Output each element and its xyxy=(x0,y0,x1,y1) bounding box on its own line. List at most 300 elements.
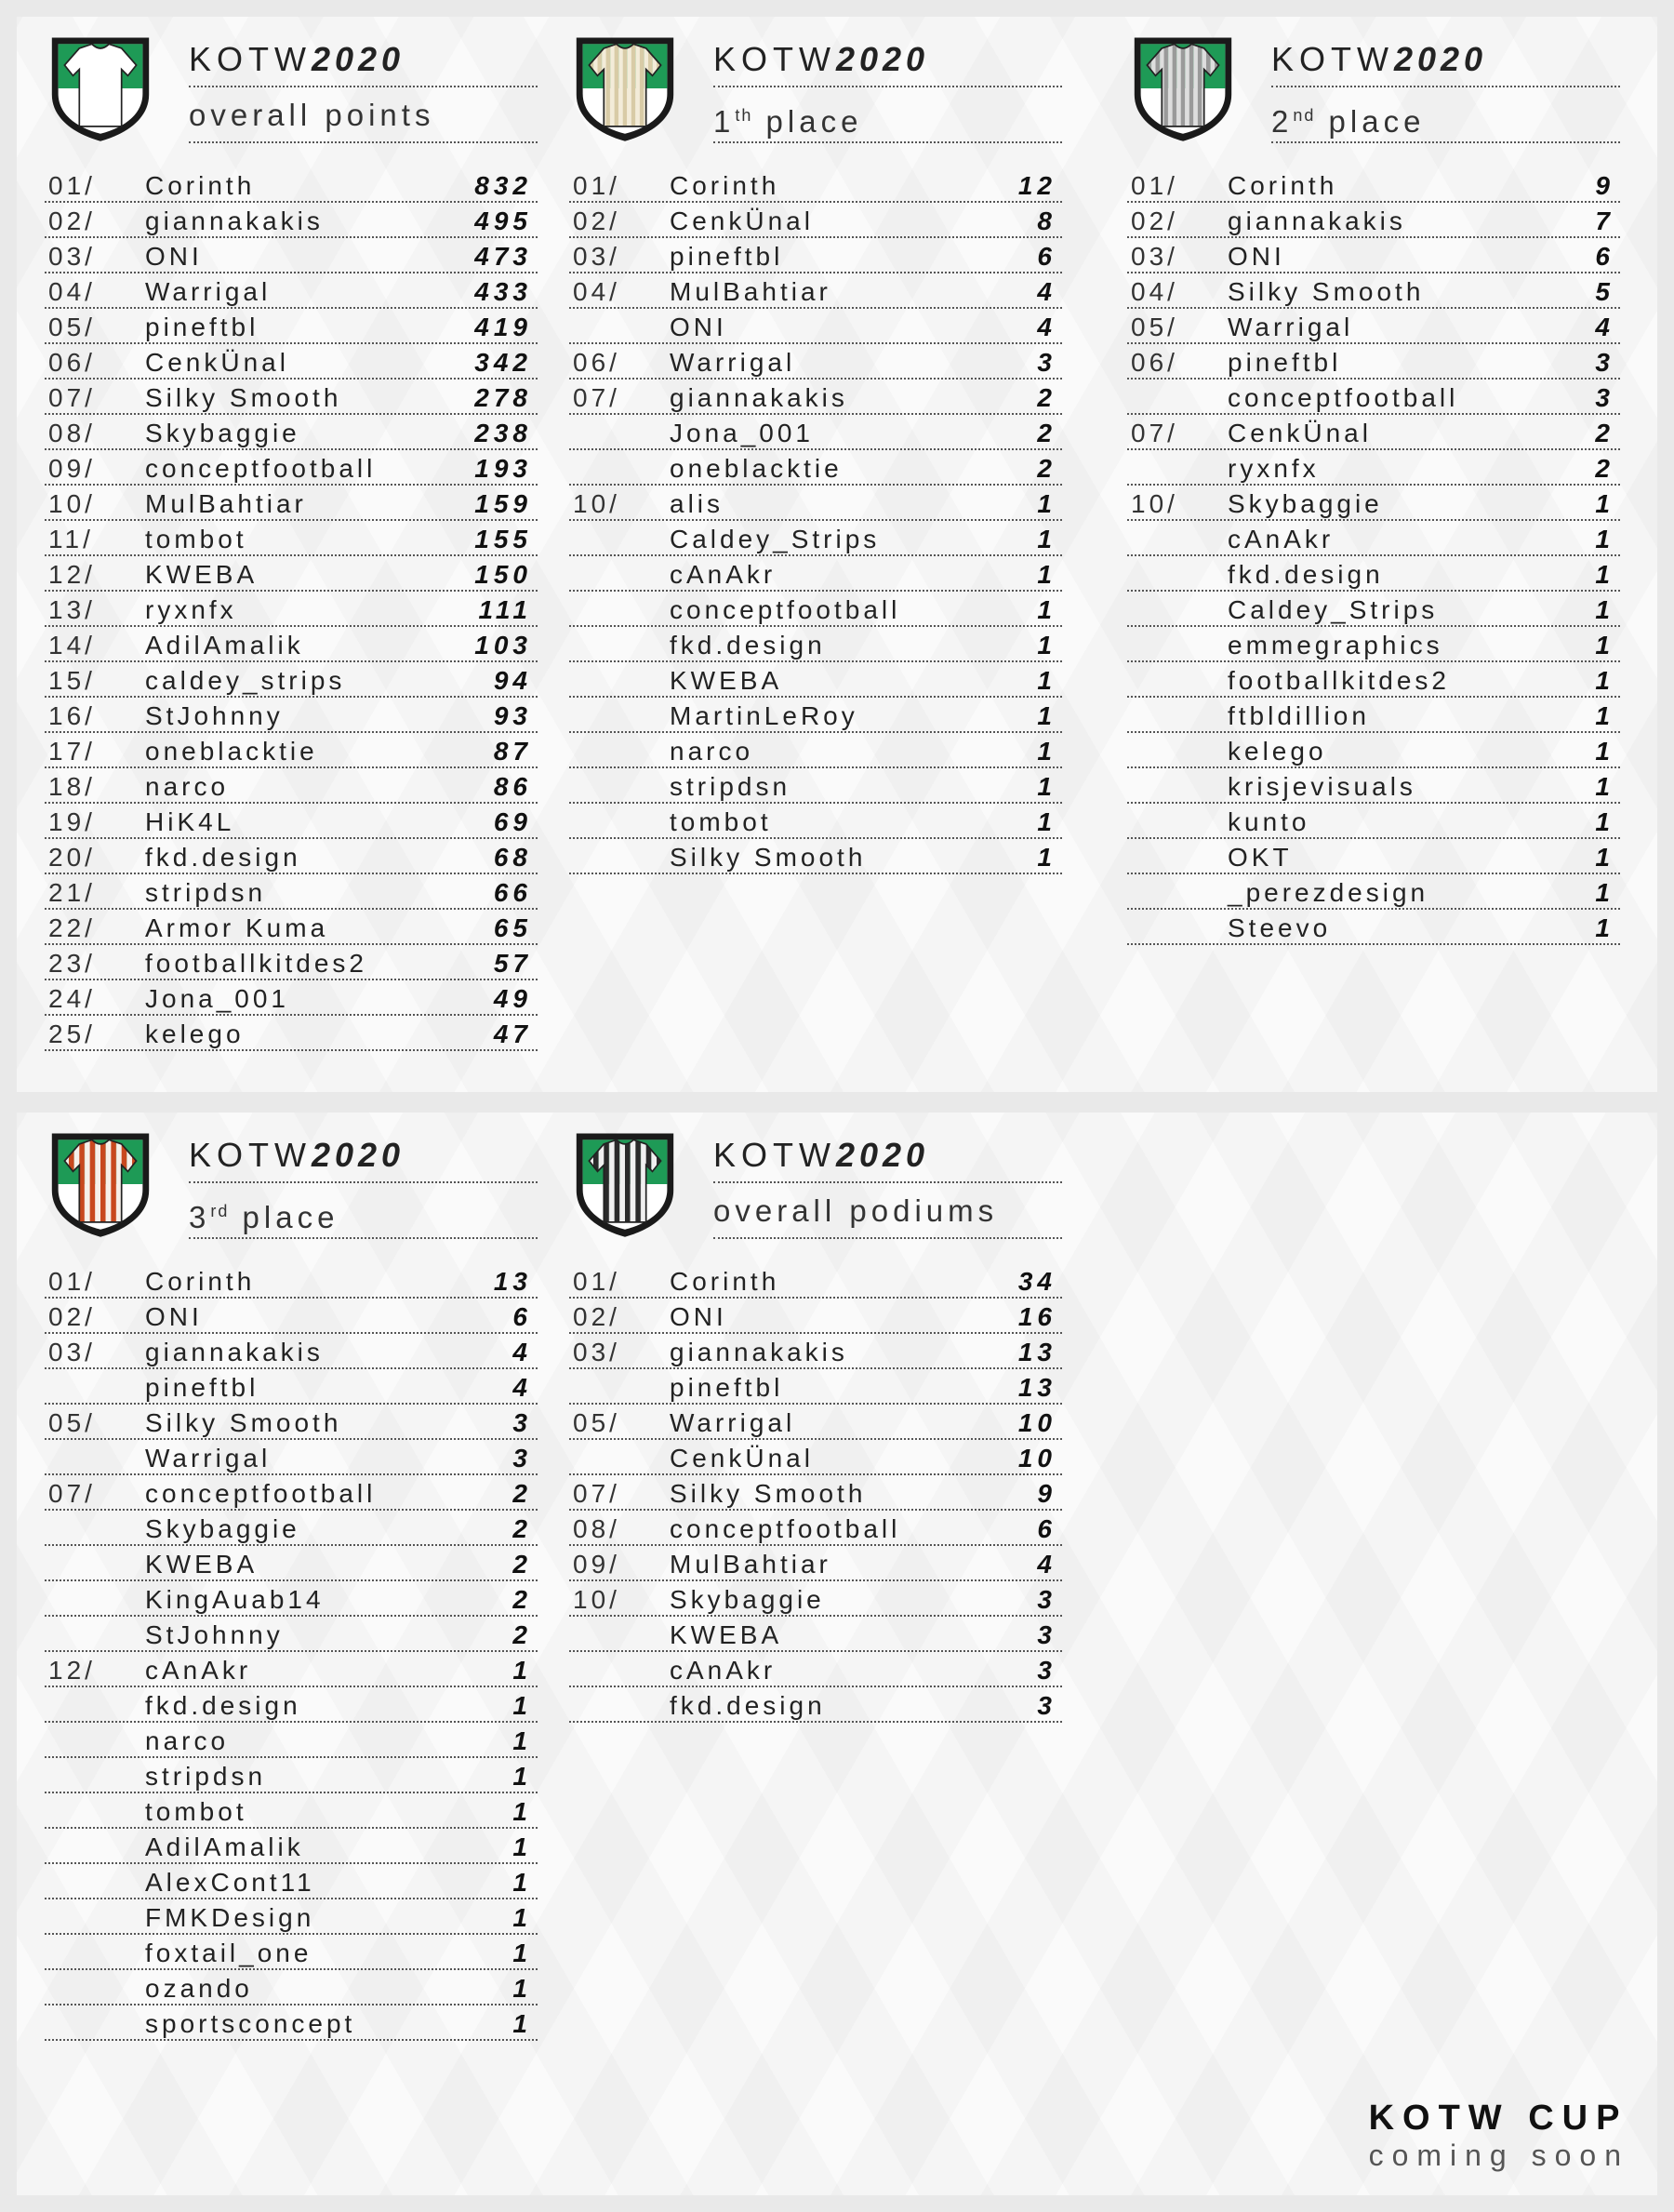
row-value: 3 xyxy=(1037,348,1056,377)
row-value: 1 xyxy=(512,1656,532,1685)
table-row xyxy=(569,556,1062,592)
table-row xyxy=(569,804,1062,839)
table-row xyxy=(569,380,1062,415)
row-rank: 22/ xyxy=(48,913,96,942)
row-name: cAnAkr xyxy=(670,560,777,589)
row-rank: 02/ xyxy=(48,207,96,235)
table-row xyxy=(569,486,1062,521)
table-row xyxy=(45,1758,538,1793)
table-row xyxy=(569,238,1062,273)
row-name: FMKDesign xyxy=(145,1903,315,1932)
row-value: 419 xyxy=(474,313,532,341)
subtitle-ordinal: nd xyxy=(1293,106,1316,125)
table-row xyxy=(45,521,538,556)
row-name: conceptfootball xyxy=(670,1514,901,1543)
table-row xyxy=(569,273,1062,309)
row-rank: 10/ xyxy=(573,1585,620,1614)
row-name: KWEBA xyxy=(670,1620,783,1649)
row-value: 103 xyxy=(474,631,532,660)
row-value: 3 xyxy=(1037,1656,1056,1685)
table-row xyxy=(569,1652,1062,1687)
row-rank: 04/ xyxy=(48,277,96,306)
row-name: conceptfootball xyxy=(145,454,377,483)
kotw-title xyxy=(713,1129,1062,1183)
table-row xyxy=(45,309,538,344)
row-rank: 20/ xyxy=(48,843,96,872)
row-rank: 21/ xyxy=(48,878,96,907)
table-header xyxy=(1127,17,1620,156)
table-row xyxy=(45,1369,538,1405)
row-rank: 05/ xyxy=(573,1408,620,1437)
row-value: 13 xyxy=(493,1267,532,1296)
row-name: Skybaggie xyxy=(145,419,300,447)
row-name: Silky Smooth xyxy=(670,1479,867,1508)
row-name: KingAuab14 xyxy=(145,1585,325,1614)
table-row xyxy=(1127,556,1620,592)
row-name: Warrigal xyxy=(670,348,796,377)
table-row xyxy=(45,2005,538,2041)
row-name: MulBahtiar xyxy=(670,1550,831,1579)
row-value: 1 xyxy=(1595,489,1614,518)
table-row xyxy=(45,1935,538,1970)
row-name: cAnAkr xyxy=(670,1656,777,1685)
table-row xyxy=(1127,415,1620,450)
ranking-rows xyxy=(569,167,1062,874)
table-header xyxy=(45,1113,538,1252)
row-value: 6 xyxy=(512,1302,532,1331)
row-rank: 16/ xyxy=(48,701,96,730)
row-name: MartinLeRoy xyxy=(670,701,858,730)
ranking-rows xyxy=(1127,167,1620,945)
subtitle-text: overall podiums xyxy=(713,1193,999,1228)
table-row xyxy=(569,1475,1062,1511)
table-row xyxy=(45,662,538,698)
row-name: conceptfootball xyxy=(670,595,901,624)
subtitle-text: place xyxy=(752,104,863,139)
row-name: _perezdesign xyxy=(1228,878,1429,907)
row-name: oneblacktie xyxy=(145,737,318,766)
row-name: KWEBA xyxy=(145,560,259,589)
table-row xyxy=(569,415,1062,450)
table-row xyxy=(569,1440,1062,1475)
subtitle-number: 3 xyxy=(189,1200,211,1234)
table-row xyxy=(569,1299,1062,1334)
row-value: 1 xyxy=(1595,878,1614,907)
row-name: fkd.design xyxy=(670,631,826,660)
row-value: 4 xyxy=(1037,277,1056,306)
row-name: MulBahtiar xyxy=(145,489,307,518)
row-name: AdilAmalik xyxy=(145,1832,304,1861)
table-row xyxy=(45,167,538,203)
table-row xyxy=(45,733,538,768)
row-name: stripdsn xyxy=(145,878,267,907)
row-name: Warrigal xyxy=(145,1444,272,1472)
table-row xyxy=(45,1299,538,1334)
row-name: CenkÜnal xyxy=(145,348,289,377)
overall-points-table xyxy=(45,17,538,1051)
row-rank: 25/ xyxy=(48,1019,96,1048)
row-rank: 19/ xyxy=(48,807,96,836)
row-name: Corinth xyxy=(670,171,780,200)
row-name: Armor Kuma xyxy=(145,913,329,942)
row-value: 69 xyxy=(493,807,532,836)
row-value: 2 xyxy=(512,1620,532,1649)
table-row xyxy=(45,804,538,839)
kotw-title xyxy=(189,1129,538,1183)
row-value: 2 xyxy=(1037,454,1056,483)
row-name: caldey_strips xyxy=(145,666,346,695)
row-name: ONI xyxy=(1228,242,1285,271)
table-subtitle xyxy=(713,1185,1062,1239)
table-row xyxy=(45,203,538,238)
row-value: 111 xyxy=(478,595,532,624)
table-row xyxy=(45,415,538,450)
table-row xyxy=(45,273,538,309)
row-value: 1 xyxy=(512,1974,532,2003)
row-value: 5 xyxy=(1595,277,1614,306)
title-prefix: KOTW xyxy=(189,40,312,78)
table-row xyxy=(45,556,538,592)
row-value: 68 xyxy=(493,843,532,872)
table-row xyxy=(569,167,1062,203)
title-prefix: KOTW xyxy=(189,1136,312,1174)
table-row xyxy=(45,1475,538,1511)
row-name: fkd.design xyxy=(145,1691,301,1720)
row-rank: 07/ xyxy=(573,383,620,412)
row-name: Warrigal xyxy=(670,1408,796,1437)
row-value: 1 xyxy=(1595,560,1614,589)
row-name: ONI xyxy=(670,1302,727,1331)
title-prefix: KOTW xyxy=(1271,40,1394,78)
row-name: pineftbl xyxy=(145,313,259,341)
footer-brand xyxy=(1369,2099,1629,2173)
kotw-title xyxy=(1271,33,1620,87)
row-value: 9 xyxy=(1595,171,1614,200)
table-row xyxy=(569,698,1062,733)
table-row xyxy=(45,592,538,627)
row-rank: 03/ xyxy=(48,1338,96,1366)
table-row xyxy=(45,1581,538,1617)
table-row xyxy=(569,344,1062,380)
row-rank: 02/ xyxy=(1131,207,1178,235)
row-value: 10 xyxy=(1017,1444,1056,1472)
row-rank: 17/ xyxy=(48,737,96,766)
table-row xyxy=(45,1687,538,1723)
table-row xyxy=(1127,238,1620,273)
row-value: 1 xyxy=(512,1762,532,1791)
table-row xyxy=(569,662,1062,698)
row-value: 1 xyxy=(1037,525,1056,553)
row-value: 7 xyxy=(1595,207,1614,235)
row-rank: 10/ xyxy=(1131,489,1178,518)
row-name: giannakakis xyxy=(670,383,848,412)
row-value: 1 xyxy=(1037,843,1056,872)
row-rank: 02/ xyxy=(573,207,620,235)
row-name: cAnAkr xyxy=(1228,525,1335,553)
row-rank: 01/ xyxy=(1131,171,1178,200)
table-row xyxy=(45,1546,538,1581)
row-rank: 07/ xyxy=(48,383,96,412)
ranking-rows xyxy=(569,1263,1062,1723)
table-row xyxy=(569,1546,1062,1581)
row-name: cAnAkr xyxy=(145,1656,252,1685)
table-row xyxy=(569,1334,1062,1369)
row-name: oneblacktie xyxy=(670,454,843,483)
row-value: 94 xyxy=(493,666,532,695)
row-value: 4 xyxy=(1595,313,1614,341)
row-value: 1 xyxy=(512,2009,532,2038)
row-value: 1 xyxy=(1595,595,1614,624)
row-name: KWEBA xyxy=(145,1550,259,1579)
row-rank: 08/ xyxy=(573,1514,620,1543)
row-rank: 01/ xyxy=(48,1267,96,1296)
table-row xyxy=(45,768,538,804)
row-rank: 18/ xyxy=(48,772,96,801)
row-rank: 07/ xyxy=(1131,419,1178,447)
row-value: 1 xyxy=(1037,631,1056,660)
row-value: 47 xyxy=(493,1019,532,1048)
row-rank: 10/ xyxy=(48,489,96,518)
row-value: 473 xyxy=(474,242,532,271)
table-row xyxy=(45,1652,538,1687)
row-value: 3 xyxy=(512,1408,532,1437)
title-year: 2020 xyxy=(835,1136,930,1174)
row-value: 93 xyxy=(493,701,532,730)
table-row xyxy=(45,1899,538,1935)
row-name: Warrigal xyxy=(145,277,272,306)
table-row xyxy=(1127,768,1620,804)
row-value: 12 xyxy=(1017,171,1056,200)
row-name: ryxnfx xyxy=(145,595,237,624)
table-row xyxy=(45,698,538,733)
table-row xyxy=(1127,592,1620,627)
row-name: emmegraphics xyxy=(1228,631,1443,660)
kotw-title xyxy=(189,33,538,87)
table-row xyxy=(45,874,538,910)
row-value: 155 xyxy=(474,525,532,553)
row-value: 3 xyxy=(1037,1585,1056,1614)
row-rank: 03/ xyxy=(1131,242,1178,271)
row-value: 1 xyxy=(1595,843,1614,872)
row-value: 1 xyxy=(1037,807,1056,836)
row-rank: 03/ xyxy=(573,242,620,271)
row-name: tombot xyxy=(670,807,772,836)
row-rank: 02/ xyxy=(48,1302,96,1331)
row-value: 2 xyxy=(1595,454,1614,483)
row-name: Skybaggie xyxy=(145,1514,300,1543)
row-value: 2 xyxy=(512,1550,532,1579)
row-value: 832 xyxy=(474,171,532,200)
row-rank: 15/ xyxy=(48,666,96,695)
row-value: 1 xyxy=(1037,701,1056,730)
row-rank: 07/ xyxy=(573,1479,620,1508)
row-name: Jona_001 xyxy=(145,984,290,1013)
table-row xyxy=(45,1440,538,1475)
row-value: 1 xyxy=(1595,772,1614,801)
row-name: conceptfootball xyxy=(1228,383,1459,412)
row-name: HiK4L xyxy=(145,807,235,836)
silver-striped-jersey-icon xyxy=(1129,33,1237,143)
row-name: Silky Smooth xyxy=(145,1408,342,1437)
overall-podiums-table xyxy=(569,1113,1062,1723)
row-name: ftbldillion xyxy=(1228,701,1370,730)
row-value: 3 xyxy=(1037,1691,1056,1720)
row-name: footballkitdes2 xyxy=(145,949,368,978)
row-name: AlexCont11 xyxy=(145,1868,315,1897)
table-subtitle xyxy=(1271,89,1620,143)
subtitle-number: 1 xyxy=(713,104,736,139)
row-value: 1 xyxy=(512,1832,532,1861)
table-row xyxy=(569,1405,1062,1440)
table-row xyxy=(45,910,538,945)
row-name: narco xyxy=(145,772,230,801)
row-name: Corinth xyxy=(145,171,256,200)
row-name: pineftbl xyxy=(670,1373,784,1402)
row-value: 278 xyxy=(474,383,532,412)
table-row xyxy=(1127,273,1620,309)
row-value: 6 xyxy=(1037,1514,1056,1543)
row-value: 49 xyxy=(493,984,532,1013)
row-value: 4 xyxy=(512,1373,532,1402)
row-rank: 06/ xyxy=(573,348,620,377)
table-row xyxy=(569,1581,1062,1617)
row-rank: 23/ xyxy=(48,949,96,978)
row-name: Warrigal xyxy=(1228,313,1354,341)
table-row xyxy=(569,1511,1062,1546)
row-name: ryxnfx xyxy=(1228,454,1320,483)
table-row xyxy=(45,450,538,486)
orange-striped-jersey-icon xyxy=(46,1129,154,1239)
row-name: stripdsn xyxy=(670,772,791,801)
row-name: tombot xyxy=(145,525,247,553)
row-value: 1 xyxy=(1595,737,1614,766)
row-value: 6 xyxy=(1595,242,1614,271)
third-place-table xyxy=(45,1113,538,2041)
row-name: AdilAmalik xyxy=(145,631,304,660)
table-row xyxy=(45,1970,538,2005)
row-rank: 06/ xyxy=(1131,348,1178,377)
table-row xyxy=(569,627,1062,662)
row-value: 1 xyxy=(512,1868,532,1897)
row-name: giannakakis xyxy=(145,207,324,235)
row-rank: 03/ xyxy=(573,1338,620,1366)
row-value: 1 xyxy=(1037,666,1056,695)
row-name: CenkÜnal xyxy=(670,1444,814,1472)
row-name: fkd.design xyxy=(1228,560,1384,589)
row-rank: 12/ xyxy=(48,1656,96,1685)
table-row xyxy=(45,238,538,273)
subtitle-text: place xyxy=(229,1200,339,1234)
table-row xyxy=(569,1369,1062,1405)
table-row xyxy=(45,1829,538,1864)
row-rank: 11/ xyxy=(48,525,94,553)
row-name: Corinth xyxy=(1228,171,1338,200)
table-row xyxy=(1127,839,1620,874)
row-name: Corinth xyxy=(670,1267,780,1296)
table-row xyxy=(45,839,538,874)
row-value: 1 xyxy=(1037,737,1056,766)
table-row xyxy=(569,309,1062,344)
table-row xyxy=(45,627,538,662)
title-prefix: KOTW xyxy=(713,1136,836,1174)
row-name: Silky Smooth xyxy=(670,843,867,872)
table-row xyxy=(45,1723,538,1758)
footer-subtitle: coming soon xyxy=(1368,2139,1629,2172)
row-name: kelego xyxy=(1228,737,1327,766)
table-row xyxy=(45,1793,538,1829)
table-row xyxy=(1127,167,1620,203)
row-rank: 05/ xyxy=(48,1408,96,1437)
row-value: 1 xyxy=(1037,595,1056,624)
row-name: kunto xyxy=(1228,807,1310,836)
row-name: narco xyxy=(670,737,754,766)
white-plain-jersey-icon xyxy=(46,33,154,143)
row-rank: 09/ xyxy=(48,454,96,483)
row-value: 1 xyxy=(1037,489,1056,518)
row-name: MulBahtiar xyxy=(670,277,831,306)
row-rank: 24/ xyxy=(48,984,96,1013)
subtitle-text: overall points xyxy=(189,98,435,132)
row-value: 433 xyxy=(474,277,532,306)
row-rank: 05/ xyxy=(1131,313,1178,341)
row-value: 57 xyxy=(493,949,532,978)
row-name: CenkÜnal xyxy=(1228,419,1372,447)
row-value: 3 xyxy=(1595,383,1614,412)
ranking-rows xyxy=(45,1263,538,2041)
row-name: stripdsn xyxy=(145,1762,267,1791)
row-name: StJohnny xyxy=(145,1620,284,1649)
row-value: 2 xyxy=(512,1585,532,1614)
row-rank: 05/ xyxy=(48,313,96,341)
table-row xyxy=(569,768,1062,804)
row-value: 16 xyxy=(1017,1302,1056,1331)
row-rank: 09/ xyxy=(573,1550,620,1579)
row-name: pineftbl xyxy=(670,242,784,271)
row-name: KWEBA xyxy=(670,666,783,695)
row-rank: 02/ xyxy=(573,1302,620,1331)
table-row xyxy=(569,203,1062,238)
table-row xyxy=(1127,733,1620,768)
kotw-title xyxy=(713,33,1062,87)
row-value: 1 xyxy=(1595,631,1614,660)
row-value: 1 xyxy=(1595,701,1614,730)
row-name: krisjevisuals xyxy=(1228,772,1416,801)
table-row xyxy=(45,344,538,380)
table-row xyxy=(1127,344,1620,380)
row-name: ONI xyxy=(145,1302,203,1331)
row-value: 1 xyxy=(512,1726,532,1755)
subtitle-ordinal: th xyxy=(735,106,753,125)
table-row xyxy=(1127,521,1620,556)
first-place-table xyxy=(569,17,1062,874)
table-row xyxy=(1127,874,1620,910)
row-name: alis xyxy=(670,489,724,518)
footer-title: KOTW CUP xyxy=(1368,2099,1628,2138)
row-name: Skybaggie xyxy=(670,1585,825,1614)
table-row xyxy=(1127,804,1620,839)
row-value: 159 xyxy=(474,489,532,518)
row-name: StJohnny xyxy=(145,701,284,730)
table-row xyxy=(1127,486,1620,521)
table-row xyxy=(1127,203,1620,238)
row-name: footballkitdes2 xyxy=(1228,666,1451,695)
row-value: 1 xyxy=(1595,913,1614,942)
table-row xyxy=(569,733,1062,768)
row-value: 13 xyxy=(1017,1338,1056,1366)
row-rank: 13/ xyxy=(48,595,96,624)
row-rank: 01/ xyxy=(48,171,96,200)
subtitle-number: 2 xyxy=(1271,104,1294,139)
